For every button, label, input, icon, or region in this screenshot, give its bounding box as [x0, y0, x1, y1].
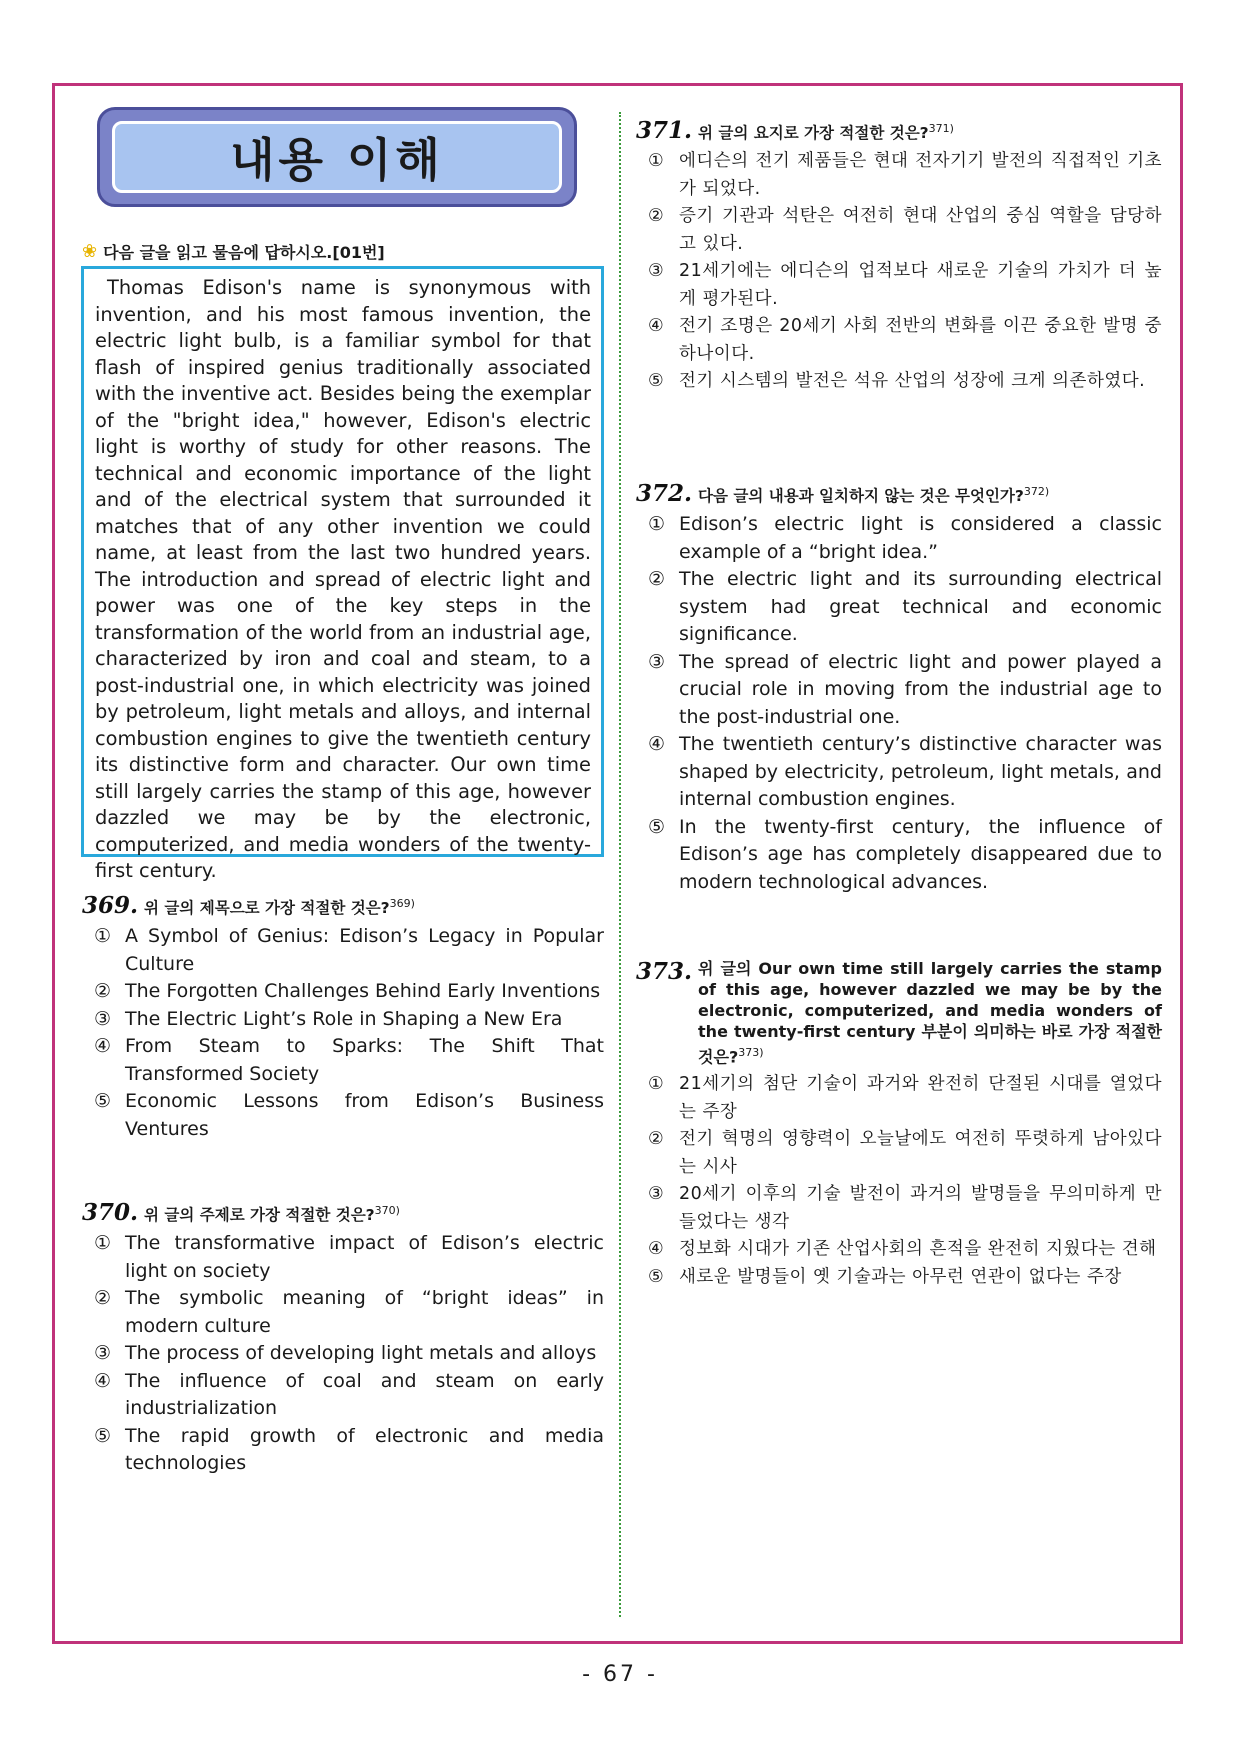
option-3[interactable]: ③ 21세기에는 에디슨의 업적보다 새로운 기술의 가치가 더 높게 평가된다. [648, 261, 1162, 309]
flower-icon: ❀ [82, 241, 98, 262]
option-1[interactable]: ① Edison’s electric light is considered a classic example of a “bright idea.” [648, 513, 1162, 563]
option-3[interactable]: ③ The process of developing light metals and alloys [94, 1342, 597, 1364]
instruction-text: 다음 글을 읽고 물음에 답하시오.[01번] [103, 243, 385, 262]
option-4[interactable]: ④ The influence of coal and steam on early industrialization [94, 1369, 604, 1419]
option-5[interactable]: ⑤ In the twenty-first century, the influence of Edison’s age has completely disappeared due to modern technological advances. [648, 815, 1162, 893]
question-371 [636, 117, 1162, 396]
option-2[interactable]: ② 전기 혁명의 영향력이 오늘날에도 여전히 뚜렷하게 남아있다는 시사 [648, 1129, 1162, 1177]
option-2[interactable]: ② The Forgotten Challenges Behind Early Inventions [94, 980, 601, 1002]
option-5[interactable]: ⑤ 전기 시스템의 발전은 석유 산업의 성장에 크게 의존하였다. [648, 371, 1146, 391]
option-2[interactable]: ② 증기 기관과 석탄은 여전히 현대 산업의 중심 역할을 담당하고 있다. [648, 206, 1162, 254]
option-3[interactable]: ③ The spread of electric light and power played a crucial role in moving from the industrial age to the post-industrial one. [648, 650, 1162, 728]
question-text: 위 글의 Our own time still largely carries the stamp of this age, however dazzled we may be by the electronic, computerized, and media wonders of the twenty-first century 부분이 의미하는 바로 가장 적절한 것은?$^{373)}$ [698, 959, 1162, 1067]
instruction [82, 240, 385, 263]
option-5[interactable]: ⑤ The rapid growth of electronic and media technologies [94, 1424, 604, 1474]
question-number: 370. [82, 1199, 139, 1226]
question-369 [82, 892, 604, 1143]
option-1[interactable]: ① 에디슨의 전기 제품들은 현대 전자기기 발전의 직접적인 기초가 되었다. [648, 151, 1162, 199]
option-4[interactable]: ④ 전기 조명은 20세기 사회 전반의 변화를 이끈 중요한 발명 중 하나이다. [648, 316, 1162, 364]
page-title: 내용 이해 [230, 133, 444, 187]
option-5[interactable]: ⑤ Economic Lessons from Edison’s Business Ventures [94, 1090, 604, 1140]
option-3[interactable]: ③ The Electric Light’s Role in Shaping a New Era [94, 1007, 563, 1030]
question-text: 위 글의 요지로 가장 적절한 것은?$^{371)}$ [698, 121, 954, 142]
option-1[interactable]: ① A Symbol of Genius: Edison’s Legacy in Popular Culture [94, 925, 604, 975]
option-3[interactable]: ③ 20세기 이후의 기술 발전이 과거의 발명들을 무의미하게 만들었다는 생각 [648, 1184, 1162, 1232]
question-number: 369. [82, 892, 139, 919]
question-number: 372. [636, 480, 693, 507]
option-2[interactable]: ② The electric light and its surrounding electrical system had great technical and economic significance. [648, 568, 1162, 645]
question-text: 위 글의 주제로 가장 적절한 것은?$^{370)}$ [144, 1203, 400, 1224]
reading-passage: Thomas Edison's name is synonymous with invention, and his most famous invention, the electric light bulb, is a familiar symbol for that flash of inspired genius traditionally associated with the inventive act. Besides being the exemplar of the "bright idea," however, Edison's electric light is worthy of study for other reasons. The technical and economic importance of the light and of the electrical system that surrounded it matches that of any other invention we could name, at least from the last two hundred years. The introduction and spread of electric light and power was one of the key steps in the transformation of the world from an industrial age, characterized by iron and coal and steam, to a post-industrial one, in which electricity was joined by petroleum, light metals and alloys, and internal combustion engines to give the twentieth century its distinctive form and character. Our own time still largely carries the stamp of this age, however dazzled we may be by the electronic, computerized, and media wonders of the twenty-first century. [81, 266, 604, 857]
question-370 [82, 1199, 604, 1478]
option-1[interactable]: ① The transformative impact of Edison’s electric light on society [94, 1232, 604, 1282]
section-title-plate [97, 107, 577, 207]
option-1[interactable]: ① 21세기의 첨단 기술이 과거와 완전히 단절된 시대를 열었다는 주장 [648, 1074, 1162, 1122]
column-divider [619, 112, 621, 1617]
option-5[interactable]: ⑤ 새로운 발명들이 옛 기술과는 아무런 연관이 없다는 주장 [648, 1266, 1122, 1287]
question-number: 373. [636, 958, 693, 985]
option-2[interactable]: ② The symbolic meaning of “bright ideas” in modern culture [94, 1287, 604, 1337]
option-4[interactable]: ④ From Steam to Sparks: The Shift That Transformed Society [94, 1035, 604, 1085]
question-373 [636, 958, 1162, 1291]
question-text: 위 글의 제목으로 가장 적절한 것은?$^{369)}$ [144, 896, 415, 917]
question-372 [636, 480, 1162, 896]
question-number: 371. [636, 117, 693, 144]
option-4[interactable]: ④ The twentieth century’s distinctive character was shaped by electricity, petroleum, light metals, and internal combustion engines. [648, 733, 1162, 810]
option-4[interactable]: ④ 정보화 시대가 기존 산업사회의 흔적을 완전히 지웠다는 견해 [648, 1239, 1157, 1260]
question-text: 다음 글의 내용과 일치하지 않는 것은 무엇인가?$^{372)}$ [698, 484, 1050, 505]
page-number: - 67 - [582, 1662, 658, 1687]
